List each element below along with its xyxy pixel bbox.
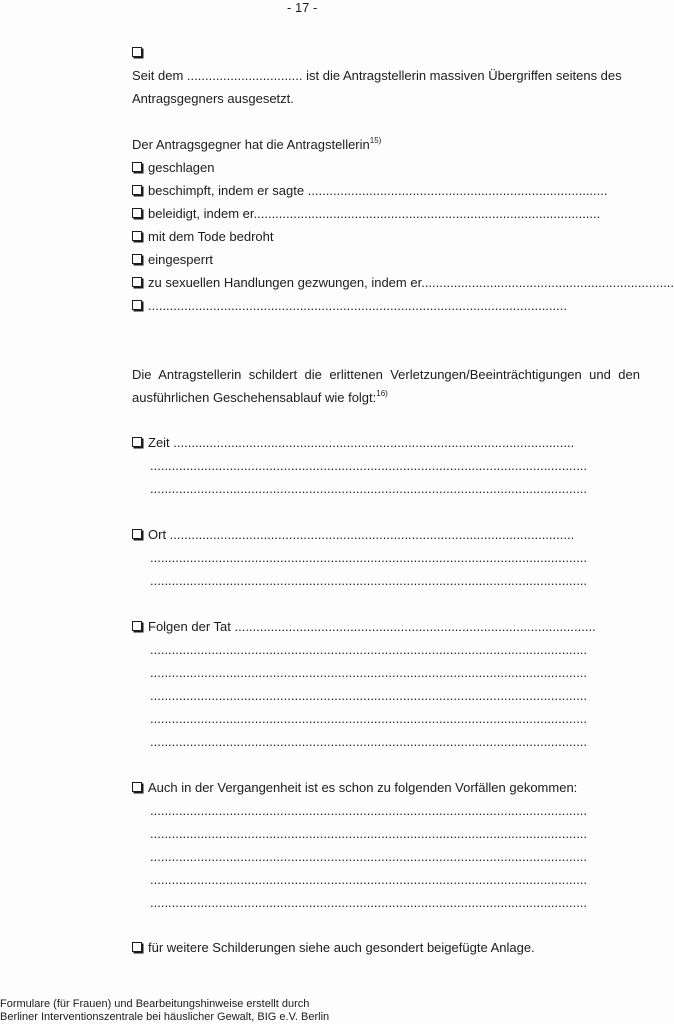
checkbox-seit-dem[interactable] — [132, 45, 148, 61]
option-bedroht[interactable]: mit dem Tode bedroht — [132, 229, 640, 245]
seit-dem-suffix: ist die Antragstellerin massiven Übergriffen seitens des — [302, 68, 622, 83]
seit-dem-blank[interactable]: ................................ — [186, 68, 303, 83]
page-number: - 17 - — [287, 0, 318, 15]
verg-fill-5[interactable]: ......................................................................................................................... — [150, 895, 588, 910]
option-sexuell[interactable]: zu sexuellen Handlungen gezwungen, indem er...................................................................... — [132, 275, 640, 291]
verg-fill-3[interactable]: ......................................................................................................................... — [150, 849, 588, 864]
injuries-line2: ausführlichen Geschehensablauf wie folgt:$^{16)}$ — [132, 389, 388, 405]
field-anlage[interactable]: für weitere Schilderungen siehe auch gesondert beigefügte Anlage. — [132, 940, 640, 956]
checkbox-icon[interactable] — [132, 185, 142, 195]
folgen-fill-3[interactable]: ......................................................................................................................... — [150, 688, 588, 703]
zeit-fill-2[interactable]: ......................................................................................................................... — [150, 481, 588, 496]
intro-line — [132, 137, 640, 153]
footnote-15: 15) — [369, 136, 382, 145]
verg-fill-2[interactable]: ......................................................................................................................... — [150, 826, 588, 841]
checkbox-icon[interactable] — [132, 254, 142, 264]
field-folgen[interactable]: Folgen der Tat .................................................................................................... — [132, 619, 640, 635]
field-vergangenheit[interactable]: Auch in der Vergangenheit ist es schon zu folgenden Vorfällen gekommen: — [132, 780, 640, 796]
footnote-16: 16) — [376, 389, 388, 398]
seit-dem-line2: Antragsgegners ausgesetzt. — [132, 91, 294, 106]
checkbox-icon[interactable] — [132, 208, 142, 218]
footer-line1: Formulare (für Frauen) und Bearbeitungshinweise erstellt durch — [0, 998, 310, 1010]
folgen-fill-4[interactable]: ......................................................................................................................... — [150, 711, 588, 726]
folgen-fill-2[interactable]: ......................................................................................................................... — [150, 665, 588, 680]
folgen-fill-1[interactable]: ......................................................................................................................... — [150, 642, 588, 657]
footer-line2: Berliner Interventionszentrale bei häuslicher Gewalt, BIG e.V. Berlin — [0, 1011, 330, 1023]
ort-fill-1[interactable]: ......................................................................................................................... — [150, 550, 588, 565]
field-zeit[interactable]: Zeit ............................................................................................................... — [132, 435, 640, 451]
seit-dem-prefix: Seit dem — [132, 68, 187, 83]
checkbox-icon[interactable] — [132, 782, 142, 792]
verg-fill-4[interactable]: ......................................................................................................................... — [150, 872, 588, 887]
option-geschlagen[interactable]: geschlagen — [132, 160, 640, 176]
checkbox-icon[interactable] — [132, 162, 142, 172]
option-eingesperrt[interactable]: eingesperrt — [132, 252, 640, 268]
checkbox-icon[interactable] — [132, 621, 142, 631]
option-beschimpft[interactable]: beschimpft, indem er sagte ................................................................................... — [132, 183, 640, 199]
checkbox-icon[interactable] — [132, 231, 142, 241]
ort-fill-2[interactable]: ......................................................................................................................... — [150, 573, 588, 588]
injuries-line1: Die Antragstellerin schildert die erlittenen Verletzungen/Beeinträchtigungen und den — [132, 367, 640, 382]
checkbox-icon[interactable] — [132, 277, 142, 287]
seit-dem-line — [132, 68, 640, 84]
folgen-fill-5[interactable]: ......................................................................................................................... — [150, 734, 588, 749]
option-sonstiges[interactable]: .................................................................................................................... — [132, 298, 640, 314]
checkbox-icon[interactable] — [132, 942, 142, 952]
checkbox-icon[interactable] — [132, 529, 142, 539]
checkbox-icon[interactable] — [132, 437, 142, 447]
field-ort[interactable]: Ort ................................................................................................................ — [132, 527, 640, 543]
verg-fill-1[interactable]: ......................................................................................................................... — [150, 803, 588, 818]
intro-text: Der Antragsgegner hat die Antragstellerin — [132, 137, 370, 152]
option-beleidigt[interactable]: beleidigt, indem er................................................................................................ — [132, 206, 640, 222]
zeit-fill-1[interactable]: ......................................................................................................................... — [150, 458, 588, 473]
checkbox-icon[interactable] — [132, 300, 142, 310]
